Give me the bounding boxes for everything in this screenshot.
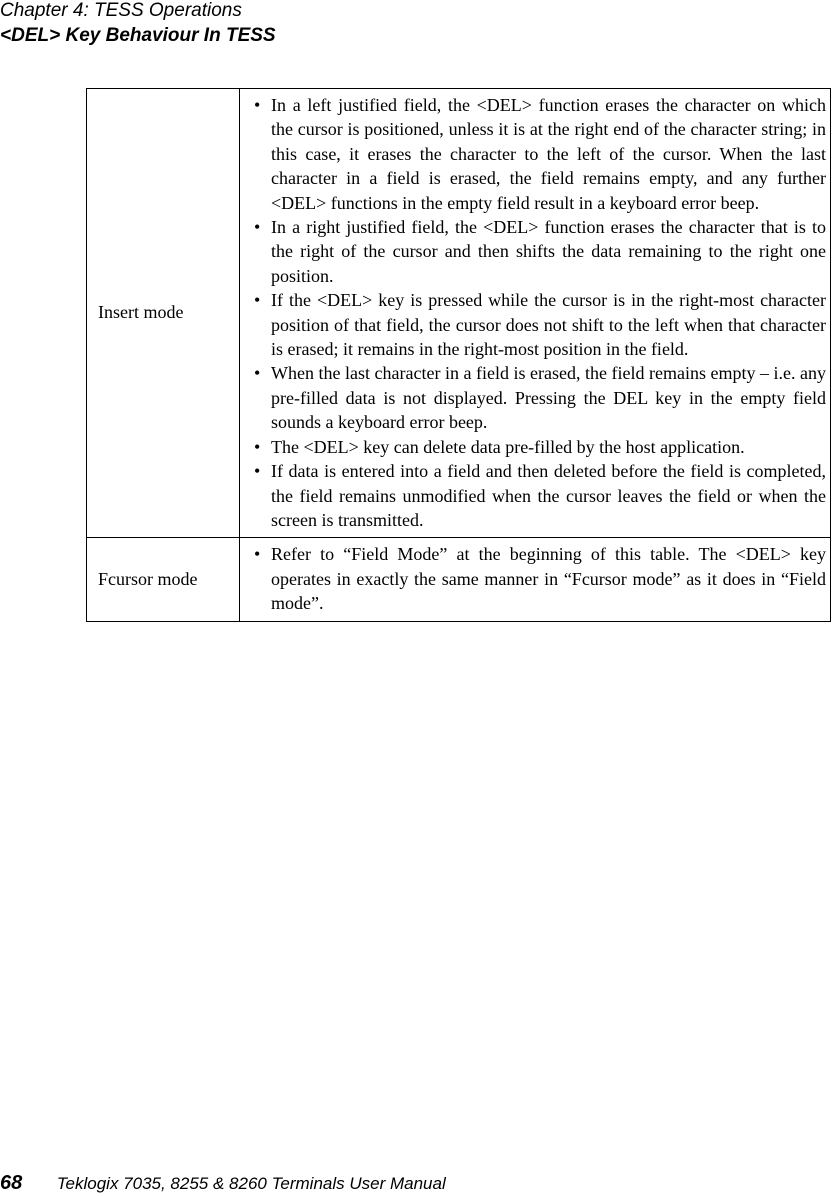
- list-item: [251, 435, 826, 459]
- manual-title: Teklogix 7035, 8255 & 8260 Terminals User Manual: [56, 1174, 446, 1193]
- bullet-icon: •: [254, 290, 261, 311]
- list-item: [251, 215, 826, 288]
- chapter-title: Chapter 4: TESS Operations: [0, 0, 242, 21]
- mode-description: [240, 89, 831, 538]
- bullet-text: If the <DEL> key is pressed while the cursor is in the right-most character position of that field, the cursor does not shift to the left when that character is erased; it remains in the right-most position in the field.: [271, 290, 826, 360]
- bullet-text: When the last character in a field is erased, the field remains empty – i.e. any pre-filled data is not displayed. Pressing the DEL key in the empty field sounds a keyboard error beep.: [271, 363, 826, 433]
- page-number: 68: [0, 1172, 23, 1194]
- bullet-list: [251, 93, 826, 532]
- bullet-icon: •: [254, 363, 261, 384]
- list-item: [251, 459, 826, 532]
- bullet-icon: •: [254, 461, 261, 482]
- mode-description: [240, 538, 831, 621]
- table-row: [87, 538, 831, 621]
- list-item: [251, 288, 826, 361]
- bullet-list: [251, 542, 826, 615]
- bullet-text: In a right justified field, the <DEL> function erases the character that is to the right of the cursor and then shifts the data remaining to the right one position.: [271, 217, 826, 286]
- mode-label: Fcursor mode: [87, 538, 240, 621]
- bullet-icon: •: [254, 436, 261, 457]
- list-item: [251, 93, 826, 215]
- list-item: [251, 542, 826, 615]
- bullet-text: Refer to “Field Mode” at the beginning of this table. The <DEL> key operates in exactly the same manner in “Fcursor mode” as it does in “Field mode”.: [271, 544, 826, 614]
- list-item: [251, 361, 826, 434]
- page-header: [0, 0, 276, 48]
- bullet-icon: •: [254, 95, 261, 115]
- bullet-icon: •: [254, 217, 261, 238]
- table-row: [87, 89, 831, 538]
- mode-label: Insert mode: [87, 89, 240, 538]
- del-behaviour-table: [86, 88, 831, 622]
- page-footer: [0, 1172, 446, 1195]
- bullet-text: In a left justified field, the <DEL> function erases the character on which the cursor is positioned, unless it is at the right end of the character string; in this case, it erases the character to the left of the cursor. When the last character in a field is erased, the field remains empty, and any further <DEL> functions in the empty field result in a keyboard error beep.: [271, 95, 826, 213]
- bullet-icon: •: [254, 544, 261, 565]
- bullet-text: The <DEL> key can delete data pre-filled by the host application.: [271, 436, 745, 457]
- bullet-text: If data is entered into a field and then deleted before the field is completed, the field remains unmodified when the cursor leaves the field or when the screen is transmitted.: [271, 461, 826, 530]
- section-title: <DEL> Key Behaviour In TESS: [0, 25, 276, 46]
